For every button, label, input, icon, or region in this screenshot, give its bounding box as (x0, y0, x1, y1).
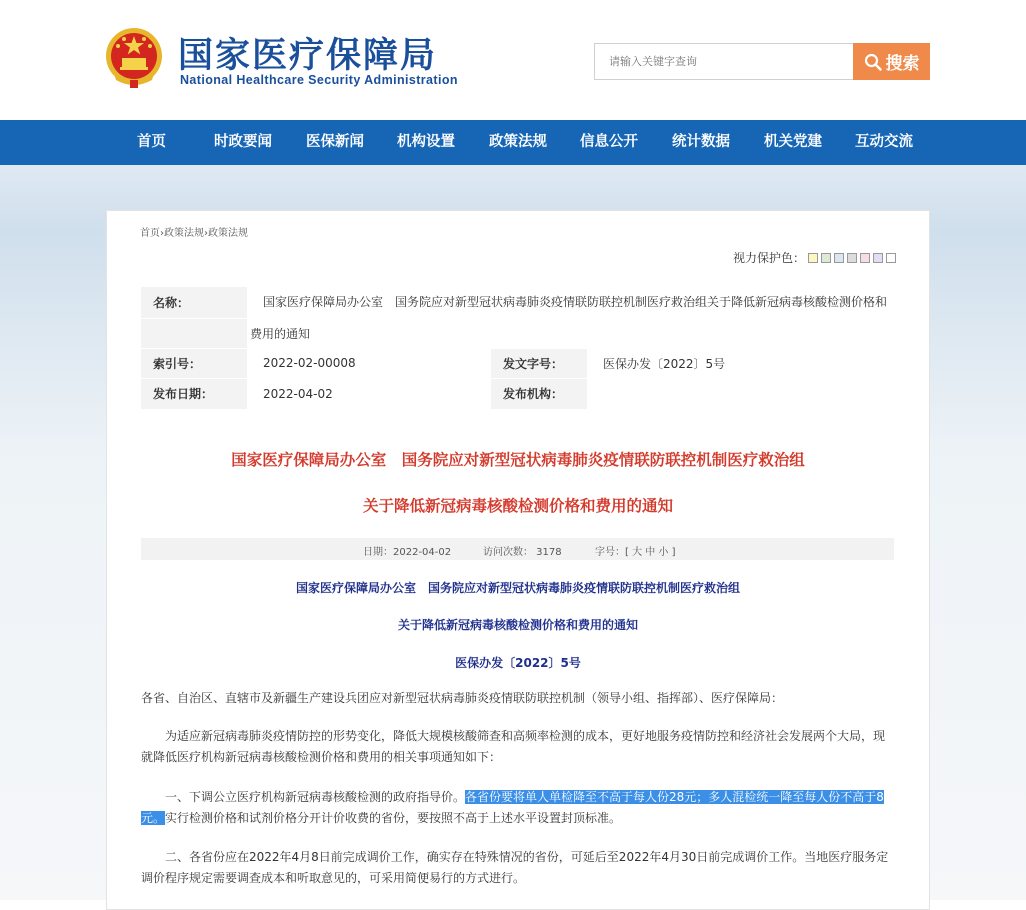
site-header (0, 0, 1026, 120)
doc-heading-number: 医保办发〔2022〕5号 (455, 656, 581, 670)
site-title: 国家医疗保障局 (178, 36, 438, 76)
index-label: 索引号： (141, 348, 248, 378)
search-button-label: 搜索 (885, 54, 920, 74)
breadcrumb-current[interactable]: 政策法规 (208, 228, 248, 239)
color-swatch-green[interactable] (821, 253, 831, 263)
meta-visits: 访问次数： 3178 (483, 547, 562, 558)
color-swatch-gray[interactable] (847, 253, 857, 263)
article-meta-bar (141, 538, 894, 560)
article-title-line2: 关于降低新冠病毒核酸检测价格和费用的通知 (362, 497, 673, 515)
site-subtitle: National Healthcare Security Administration (180, 73, 458, 87)
item-1-rest: 实行检测价格和试剂价格分开计价收费的省份，要按照不高于上述水平设置封顶标准。 (165, 811, 622, 825)
paragraph-item-1 (141, 787, 894, 829)
main-nav (0, 120, 1026, 165)
search-icon (864, 53, 882, 71)
breadcrumb-policies[interactable]: 政策法规 (164, 228, 204, 239)
name-label: 名称： (141, 287, 248, 318)
nav-information[interactable]: 信息公开 (580, 134, 638, 150)
doc-heading-org: 国家医疗保障局办公室 国务院应对新型冠状病毒肺炎疫情联防联控机制医疗救治组 (295, 581, 740, 595)
publisher-value (588, 378, 891, 409)
nav-organization[interactable]: 机构设置 (397, 134, 455, 150)
publish-date-value: 2022-04-02 (248, 378, 492, 409)
search-input[interactable] (594, 43, 854, 80)
color-swatch-purple[interactable] (873, 253, 883, 263)
name-value-line1: 国家医疗保障局办公室 国务院应对新型冠状病毒肺炎疫情联防联控机制医疗救治组关于降低新冠病毒核酸检测价格和 (263, 295, 888, 310)
paragraph-intro: 为适应新冠病毒肺炎疫情防控的形势变化，降低大规模核酸筛查和高频率检测的成本，更好地服务疫情防控和经济社会发展两个大局，现就降低医疗机构新冠病毒核酸检测价格和费用的相关事项通知如下： (141, 729, 886, 764)
nav-home[interactable]: 首页 (137, 134, 166, 150)
doc-heading-title: 关于降低新冠病毒核酸检测价格和费用的通知 (397, 618, 638, 632)
index-value: 2022-02-00008 (248, 348, 492, 378)
publish-date-label: 发布日期： (141, 378, 248, 409)
color-swatch-white[interactable] (886, 253, 896, 263)
vision-protection (733, 249, 896, 266)
paragraph-item-2: 二、各省份应在2022年4月8日前完成调价工作，确实存在特殊情况的省份，可延后至2022年4月30日前完成调价工作。当地医疗服务定调价程序规定需要调查成本和听取意见的，可采用简便易行的方式进行。 (141, 850, 889, 885)
nav-policies[interactable]: 政策法规 (489, 134, 547, 150)
item-1-highlight[interactable]: 各省份要将单人单检降至不高于每人份28元；多人混检统一降至每人份不高于8元。 (141, 790, 884, 825)
meta-date: 日期：2022-04-02 (363, 547, 452, 558)
doc-number-label: 发文字号： (491, 348, 588, 378)
nav-statistics[interactable]: 统计数据 (672, 134, 730, 150)
salutation: 各省、自治区、直辖市及新疆生产建设兵团应对新型冠状病毒肺炎疫情联防联控机制（领导小组、指挥部）、医疗保障局： (141, 691, 784, 705)
name-value (248, 287, 891, 318)
national-emblem-icon[interactable] (104, 26, 164, 90)
document-info-table (141, 287, 890, 410)
color-swatch-blue[interactable] (834, 253, 844, 263)
meta-font-size[interactable]: 字号：[ 大 中 小 ] (595, 547, 676, 558)
doc-number-value: 医保办发〔2022〕5号 (588, 348, 891, 378)
article-title-line1: 国家医疗保障局办公室 国务院应对新型冠状病毒肺炎疫情联防联控机制医疗救治组 (231, 451, 805, 469)
nav-interaction[interactable]: 互动交流 (855, 134, 913, 150)
search-button[interactable] (853, 43, 930, 80)
publisher-label: 发布机构： (491, 378, 588, 409)
vision-label: 视力保护色： (733, 251, 806, 265)
color-swatch-yellow[interactable] (808, 253, 818, 263)
nav-politics-news[interactable]: 时政要闻 (214, 134, 272, 150)
nav-healthcare-news[interactable]: 医保新闻 (306, 134, 364, 150)
color-swatch-pink[interactable] (860, 253, 870, 263)
item-1-lead: 一、下调公立医疗机构新冠病毒核酸检测的政府指导价。 (165, 790, 466, 804)
breadcrumb-home[interactable]: 首页 (140, 228, 160, 239)
name-label-cont (141, 318, 248, 348)
breadcrumb: 首页›政策法规›政策法规 (140, 228, 248, 239)
nav-party-building[interactable]: 机关党建 (764, 134, 822, 150)
name-value-line2: 费用的通知 (248, 318, 891, 348)
